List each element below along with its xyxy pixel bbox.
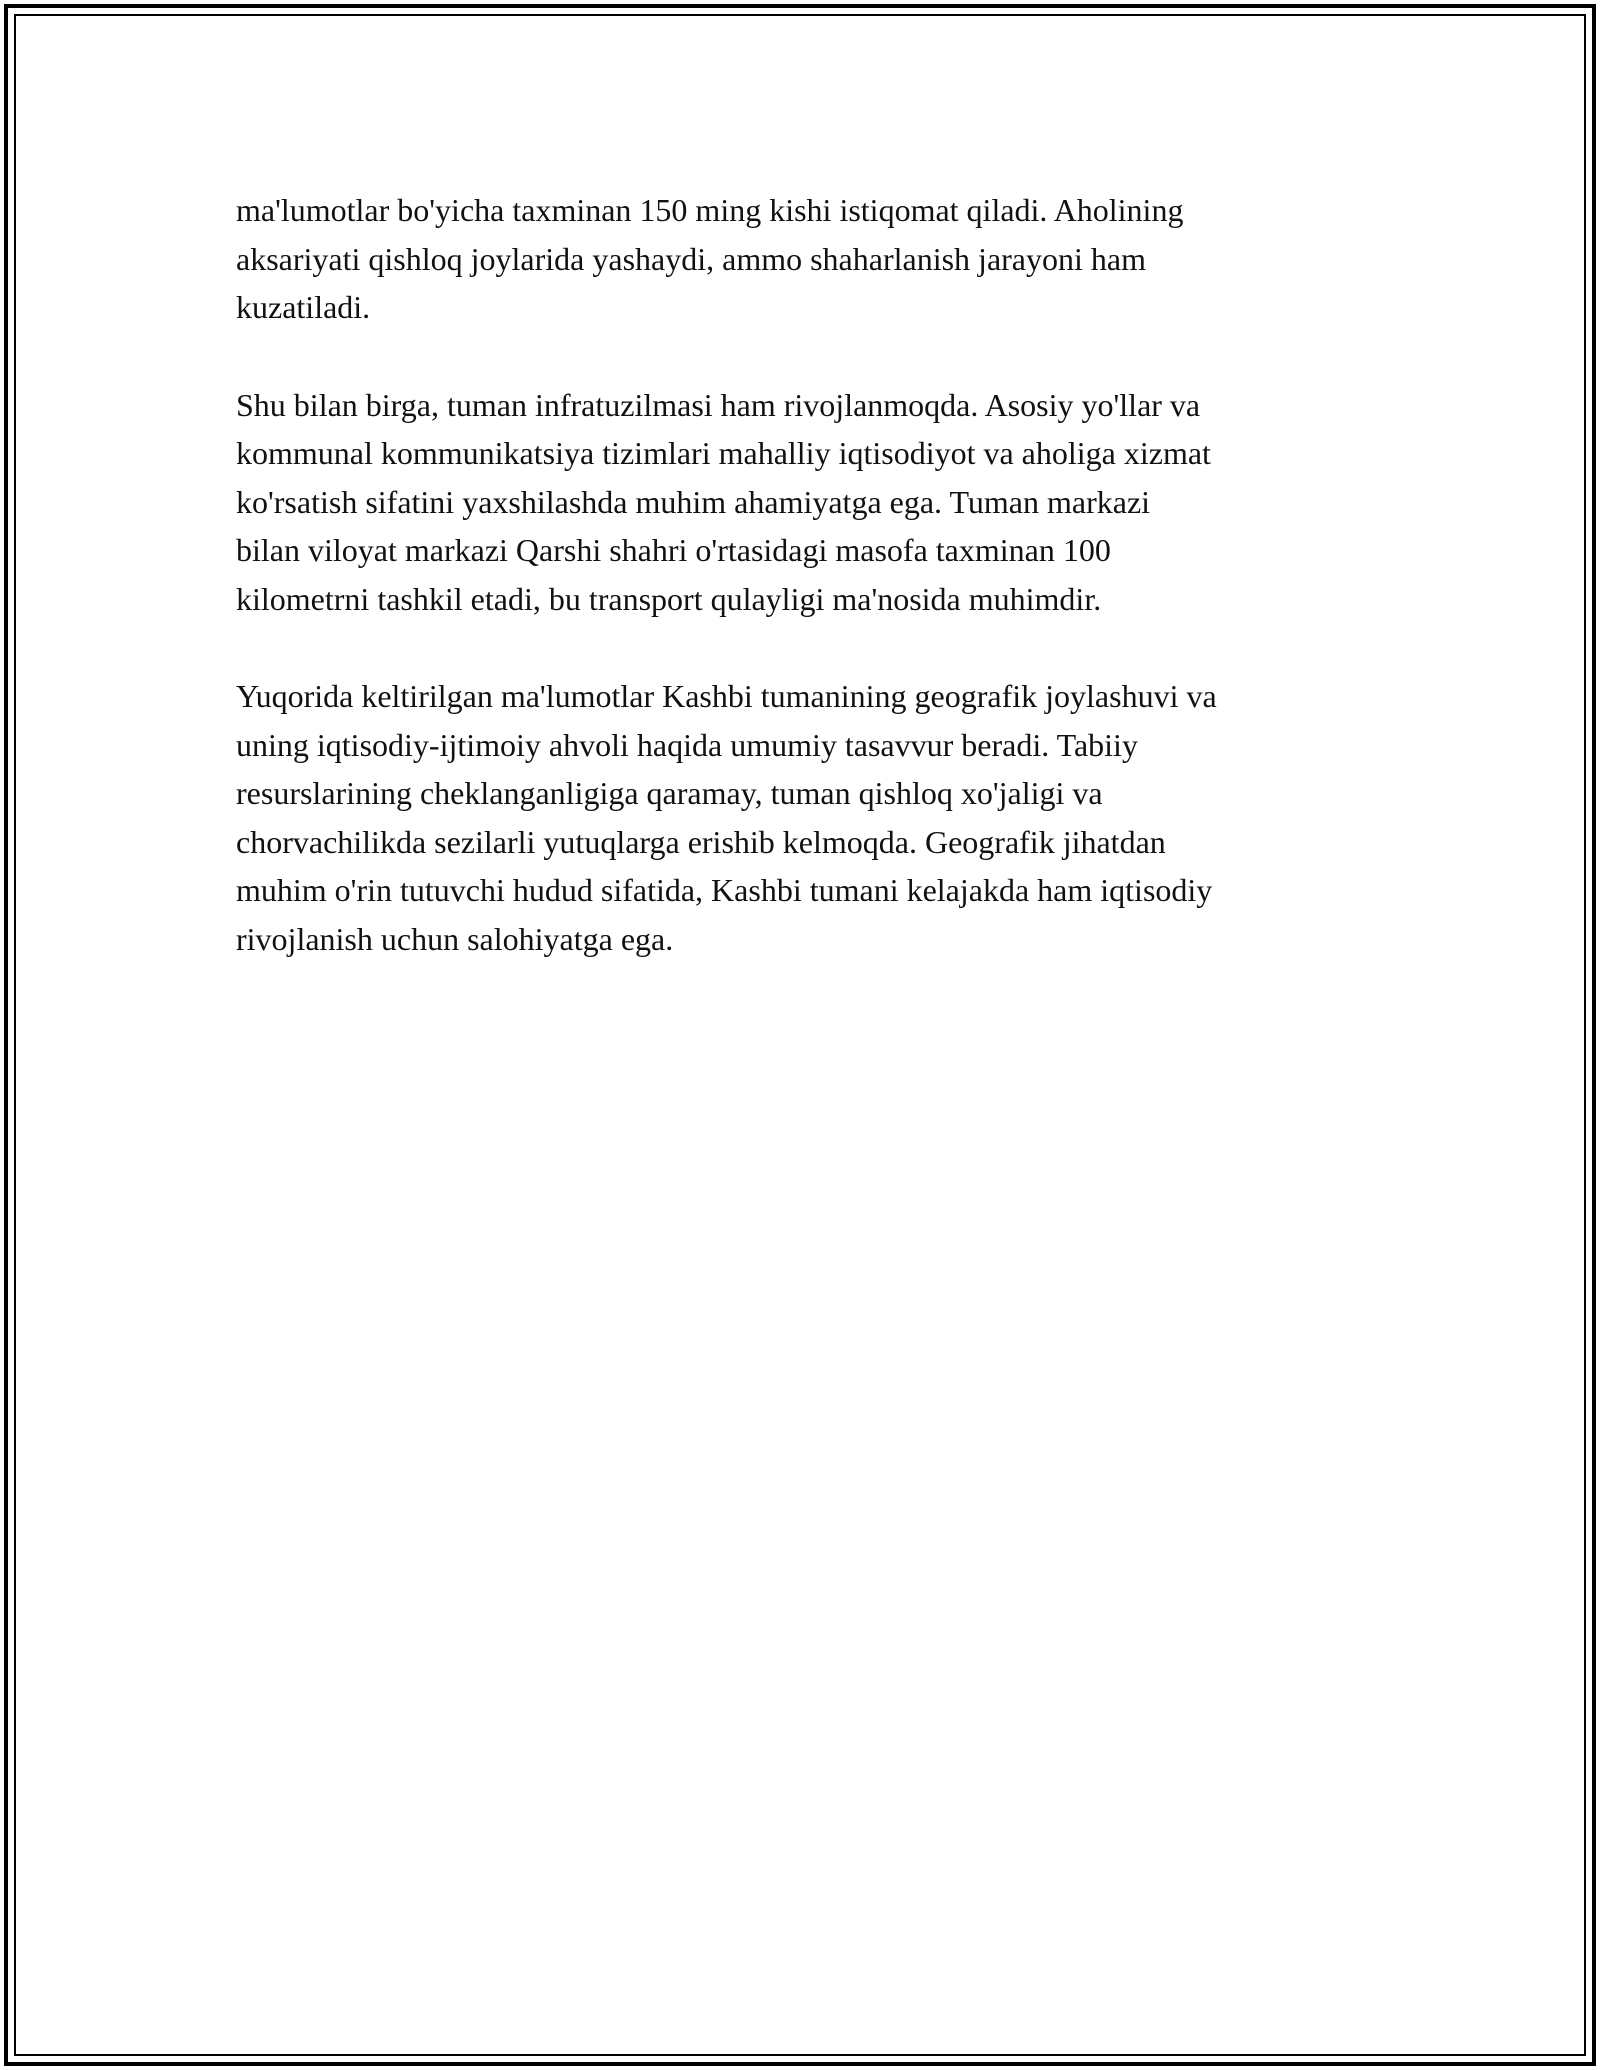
paragraph-2 xyxy=(236,381,1376,624)
paragraph-line: Yuqorida keltirilgan ma'lumotlar Kashbi tumanining geografik joylashuvi va xyxy=(236,678,1217,714)
paragraph-line: aksariyati qishloq joylarida yashaydi, ammo shaharlanish jarayoni ham xyxy=(236,240,1146,277)
paragraph-3 xyxy=(236,672,1376,963)
paragraph-line: rivojlanish uchun salohiyatga ega. xyxy=(236,920,674,957)
paragraph-1 xyxy=(236,186,1376,332)
paragraph-line: kuzatiladi. xyxy=(236,289,371,325)
paragraph-line: muhim o'rin tutuvchi hudud sifatida, Kashbi tumani kelajakda ham iqtisodiy xyxy=(236,872,1213,908)
paragraph-line: ko'rsatish sifatini yaxshilashda muhim ahamiyatga ega. Tuman markazi xyxy=(236,483,1151,520)
paragraph-line: ma'lumotlar bo'yicha taxminan 150 ming kishi istiqomat qiladi. Aholining xyxy=(236,192,1184,228)
paragraph-line: kommunal kommunikatsiya tizimlari mahalliy iqtisodiyot va aholiga xizmat xyxy=(236,435,1211,471)
paragraph-line: chorvachilikda sezilarli yutuqlarga erishib kelmoqda. Geografik jihatdan xyxy=(236,823,1166,860)
paragraph-line: kilometrni tashkil etadi, bu transport qulayligi ma'nosida muhimdir. xyxy=(236,580,1102,617)
paragraph-line: bilan viloyat markazi Qarshi shahri o'rtasidagi masofa taxminan 100 xyxy=(236,532,1111,568)
document-body xyxy=(236,186,1376,1012)
paragraph-line: uning iqtisodiy-ijtimoiy ahvoli haqida umumiy tasavvur beradi. Tabiiy xyxy=(236,726,1138,763)
paragraph-line: resurslarining cheklanganligiga qaramay, tuman qishloq xo'jaligi va xyxy=(236,775,1103,811)
paragraph-line: Shu bilan birga, tuman infratuzilmasi ham rivojlanmoqda. Asosiy yo'llar va xyxy=(236,386,1201,423)
